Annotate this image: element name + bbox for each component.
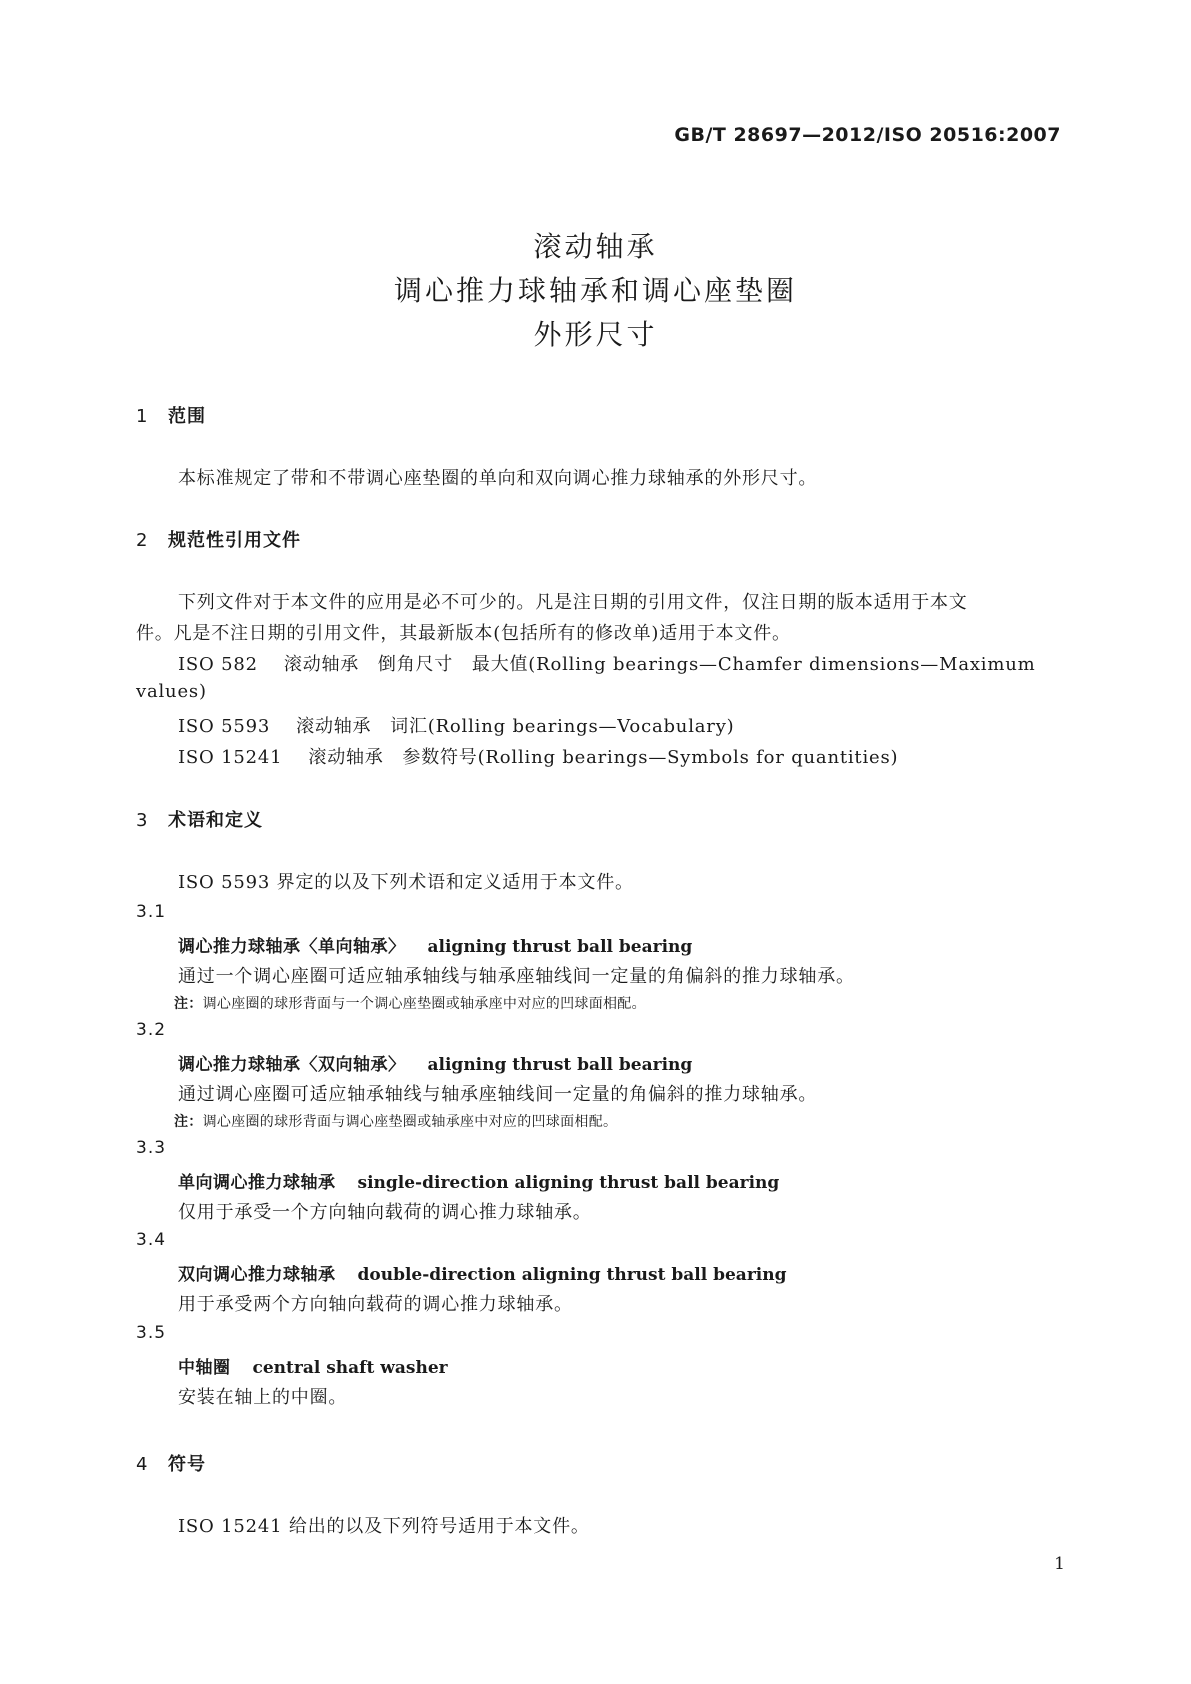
term-title xyxy=(178,932,692,957)
reference-title-en: (Rolling bearings—Chamfer dimensions—Maximum xyxy=(528,654,1036,675)
term-definition: 仅用于承受一个方向轴向载荷的调心推力球轴承。 xyxy=(178,1202,592,1223)
section-1-text: 本标准规定了带和不带调心座垫圈的单向和双向调心推力球轴承的外形尺寸。 xyxy=(178,468,818,489)
reference-title-en: (Rolling bearings—Vocabulary) xyxy=(427,716,735,737)
section-title: 规范性引用文件 xyxy=(168,530,301,551)
section-1-heading xyxy=(136,402,206,428)
term-note xyxy=(174,993,646,1013)
term-number: 3.3 xyxy=(136,1138,167,1158)
section-4-heading xyxy=(136,1450,206,1476)
reference-item xyxy=(178,712,735,738)
standard-code: GB/T 28697—2012/ISO 20516:2007 xyxy=(674,124,1061,146)
term-number: 3.1 xyxy=(136,902,167,922)
section-2-heading xyxy=(136,526,301,552)
term-title xyxy=(178,1168,779,1193)
reference-code: ISO 582 xyxy=(178,654,258,675)
term-cn: 中轴圈 xyxy=(178,1358,231,1378)
reference-item xyxy=(178,743,898,769)
term-cn: 调心推力球轴承〈双向轴承〉 xyxy=(178,1055,406,1075)
note-text: 调心座圈的球形背面与调心座垫圈或轴承座中对应的凹球面相配。 xyxy=(202,1114,618,1130)
term-definition: 安装在轴上的中圈。 xyxy=(178,1387,348,1408)
term-cn: 调心推力球轴承〈单向轴承〉 xyxy=(178,937,406,957)
note-text: 调心座圈的球形背面与一个调心座垫圈或轴承座中对应的凹球面相配。 xyxy=(202,996,646,1012)
section-title: 术语和定义 xyxy=(168,810,263,831)
section-3-heading xyxy=(136,806,263,832)
title-line-3: 外形尺寸 xyxy=(533,318,658,351)
reference-title-cn: 滚动轴承 倒角尺寸 最大值 xyxy=(283,654,529,675)
document-title xyxy=(0,225,1191,357)
section-3-intro: ISO 5593 界定的以及下列术语和定义适用于本文件。 xyxy=(178,872,634,893)
term-en: single-direction aligning thrust ball bearing xyxy=(357,1173,780,1193)
term-cn: 单向调心推力球轴承 xyxy=(178,1173,336,1193)
section-title: 符号 xyxy=(168,1454,206,1475)
section-4-text: ISO 15241 给出的以及下列符号适用于本文件。 xyxy=(178,1516,590,1537)
note-label: 注： xyxy=(174,996,203,1012)
term-cn: 双向调心推力球轴承 xyxy=(178,1265,336,1285)
section-title: 范围 xyxy=(168,406,206,427)
term-number: 3.5 xyxy=(136,1323,167,1343)
section-2-intro-line-2: 件。凡是不注日期的引用文件，其最新版本(包括所有的修改单)适用于本文件。 xyxy=(136,623,791,644)
term-en: double-direction aligning thrust ball bearing xyxy=(357,1265,787,1285)
term-note xyxy=(174,1111,617,1131)
note-label: 注： xyxy=(174,1114,203,1130)
term-definition: 通过调心座圈可适应轴承轴线与轴承座轴线间一定量的角偏斜的推力球轴承。 xyxy=(178,1084,818,1105)
page-number: 1 xyxy=(1054,1554,1065,1574)
title-line-2: 调心推力球轴承和调心座垫圈 xyxy=(393,274,797,307)
section-number: 1 xyxy=(136,406,149,427)
term-number: 3.2 xyxy=(136,1020,167,1040)
term-number: 3.4 xyxy=(136,1230,167,1250)
term-definition: 通过一个调心座圈可适应轴承轴线与轴承座轴线间一定量的角偏斜的推力球轴承。 xyxy=(178,966,855,987)
section-number: 2 xyxy=(136,530,149,551)
term-en: central shaft washer xyxy=(252,1358,448,1378)
term-title xyxy=(178,1260,786,1285)
term-title xyxy=(178,1050,692,1075)
term-title xyxy=(178,1353,448,1378)
reference-continuation: values) xyxy=(136,681,207,702)
reference-code: ISO 15241 xyxy=(178,747,283,768)
term-en: aligning thrust ball bearing xyxy=(427,937,693,957)
reference-code: ISO 5593 xyxy=(178,716,271,737)
title-line-1: 滚动轴承 xyxy=(533,230,658,263)
term-en: aligning thrust ball bearing xyxy=(427,1055,693,1075)
section-2-intro-line-1: 下列文件对于本文件的应用是必不可少的。凡是注日期的引用文件，仅注日期的版本适用于本文 xyxy=(178,592,968,613)
reference-title-en: (Rolling bearings—Symbols for quantities) xyxy=(477,747,899,768)
section-number: 4 xyxy=(136,1454,149,1475)
reference-item xyxy=(178,650,1036,676)
reference-title-cn: 滚动轴承 词汇 xyxy=(296,716,428,737)
section-number: 3 xyxy=(136,810,149,831)
term-definition: 用于承受两个方向轴向载荷的调心推力球轴承。 xyxy=(178,1294,573,1315)
reference-title-cn: 滚动轴承 参数符号 xyxy=(308,747,478,768)
